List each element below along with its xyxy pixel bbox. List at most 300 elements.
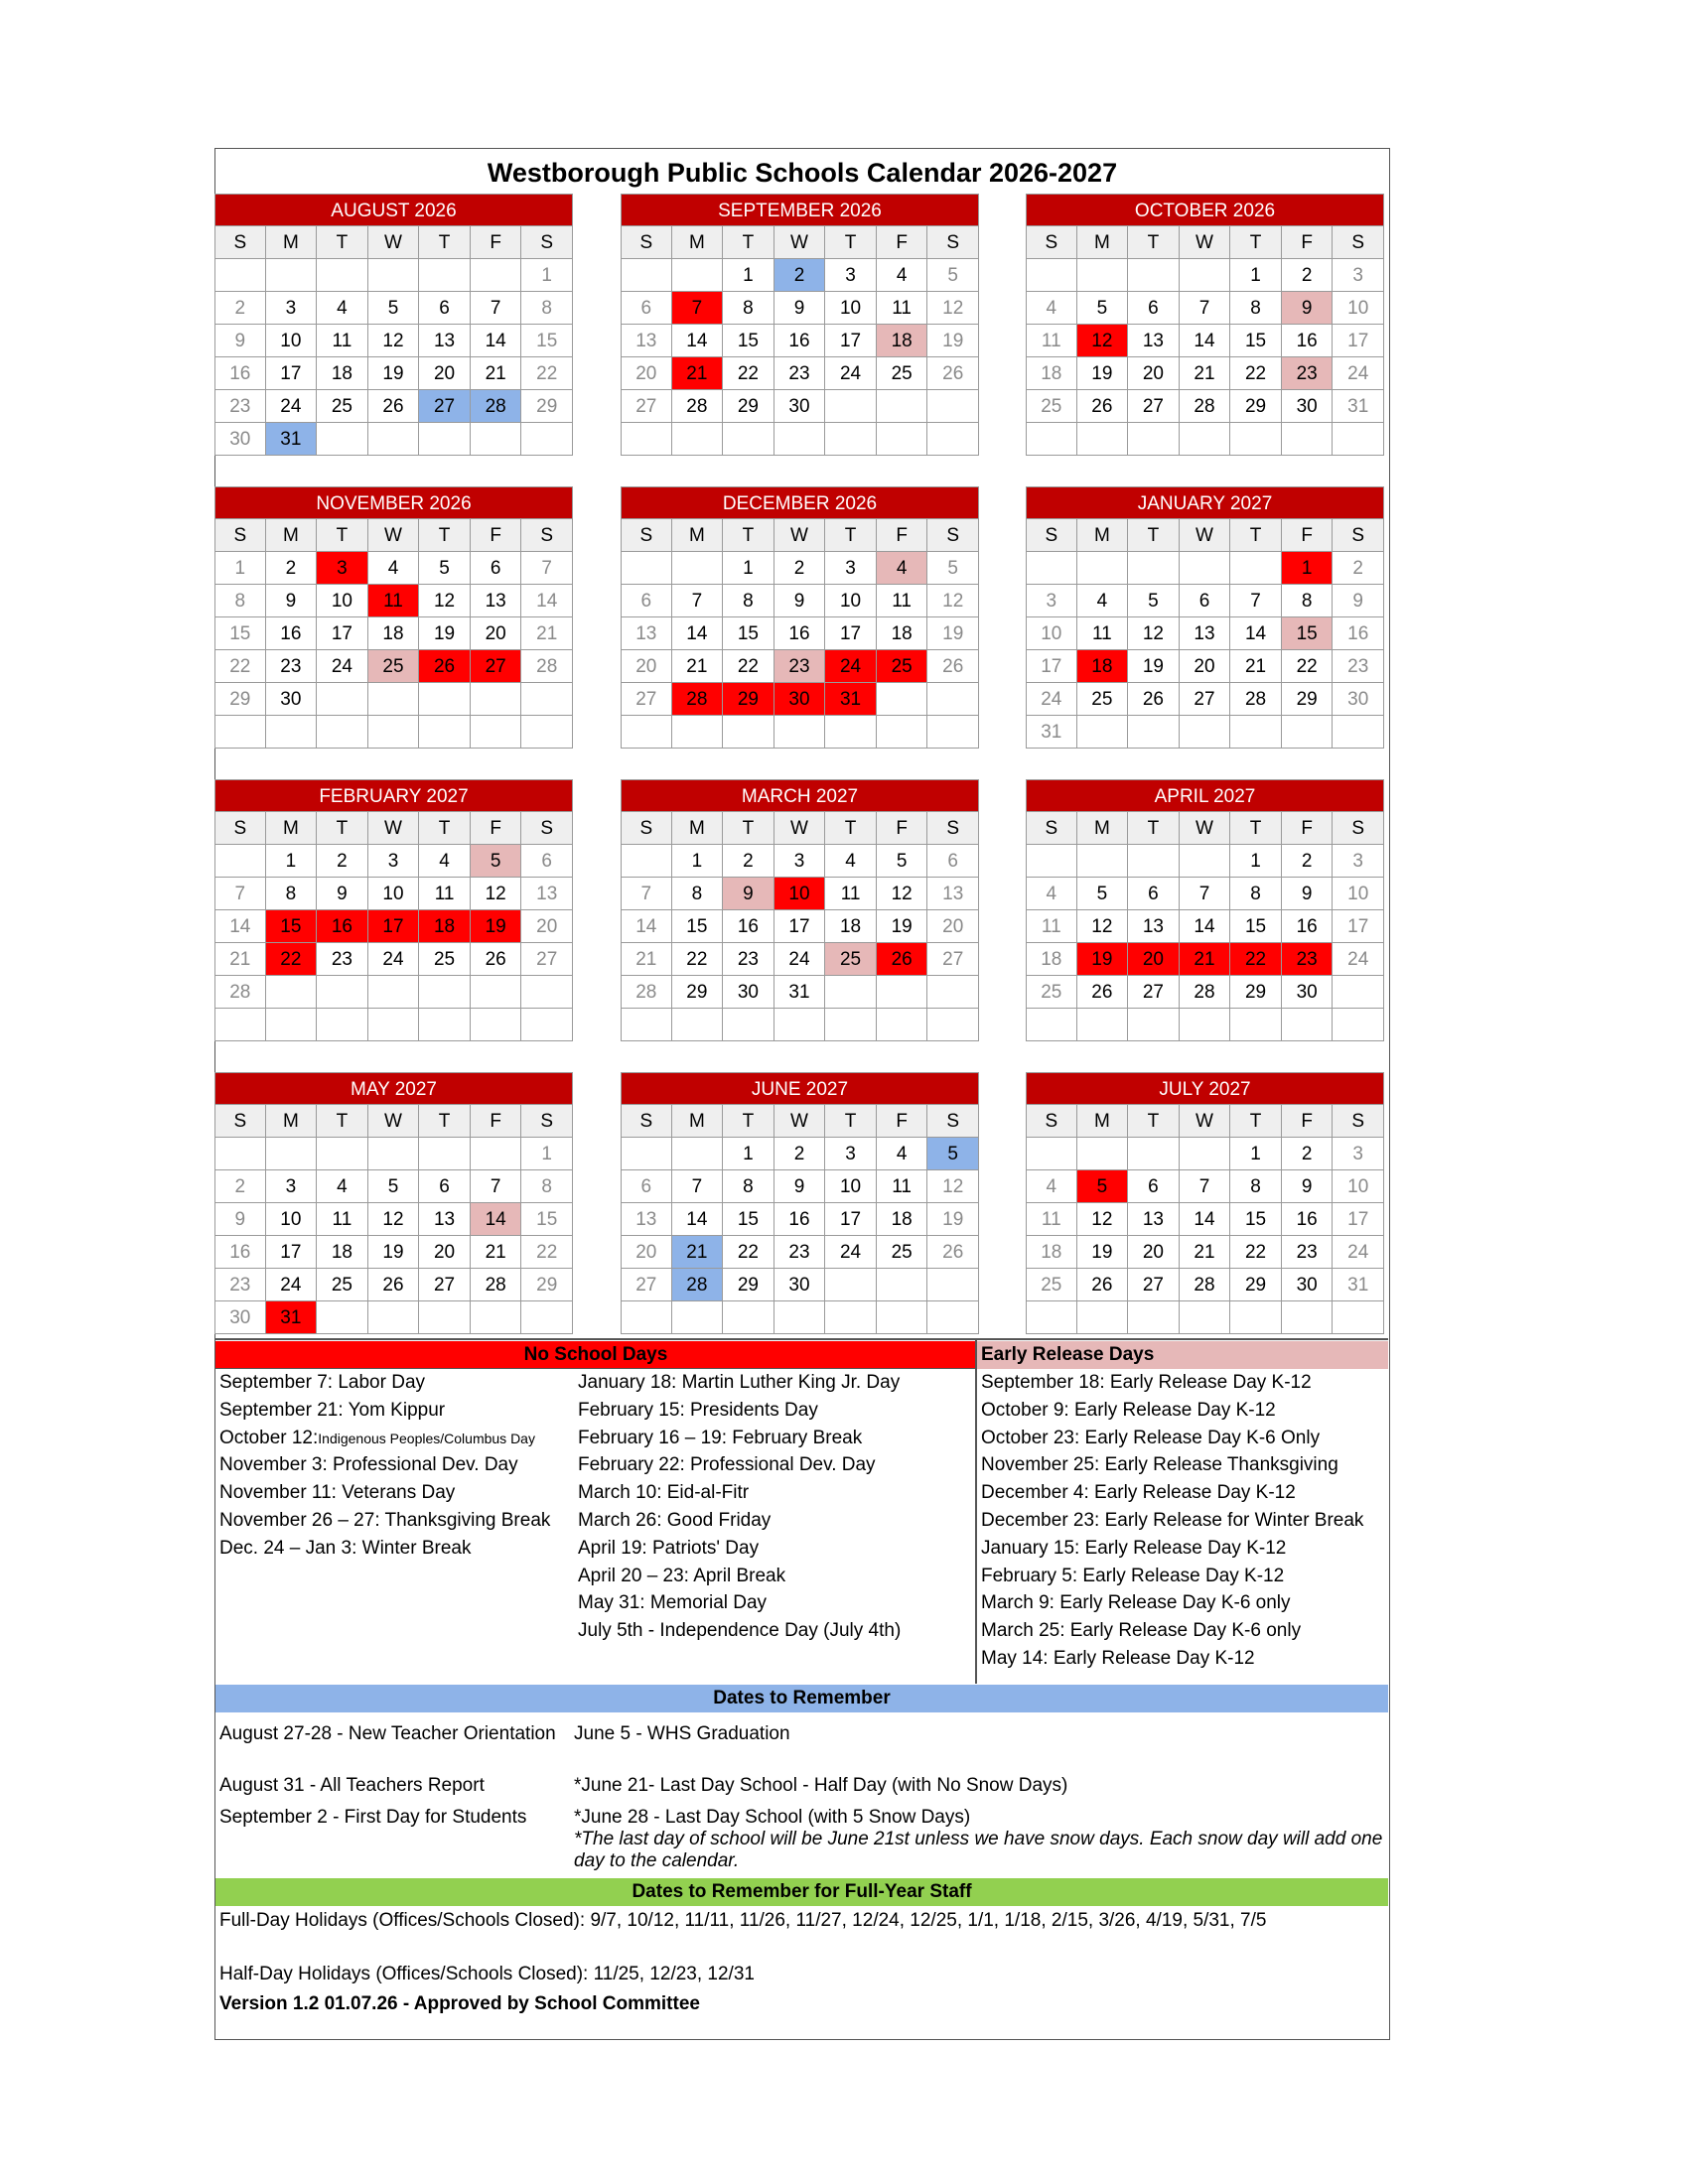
empty-cell — [1180, 1009, 1231, 1041]
weekday-header: F — [1282, 812, 1334, 845]
day-cell: 22 — [723, 650, 774, 683]
weekday-header: F — [471, 519, 522, 552]
weekday-header: M — [672, 226, 724, 259]
weekday-header: S — [521, 226, 573, 259]
day-cell: 16 — [774, 325, 826, 357]
day-cell: 31 — [825, 683, 877, 716]
weekday-header: S — [621, 1105, 672, 1138]
weekday-header: T — [723, 812, 774, 845]
empty-cell — [521, 1009, 573, 1041]
early-release-item: May 14: Early Release Day K-12 — [981, 1648, 1255, 1669]
day-cell: 11 — [877, 292, 928, 325]
empty-cell — [521, 1301, 573, 1334]
day-cell: 27 — [621, 1269, 672, 1301]
day-cell: 2 — [774, 1138, 826, 1170]
day-cell: 26 — [1077, 976, 1129, 1009]
day-cell: 5 — [368, 1170, 420, 1203]
day-cell: 26 — [368, 390, 420, 423]
day-cell: 24 — [825, 357, 877, 390]
day-cell: 2 — [1282, 845, 1334, 878]
day-cell: 14 — [1180, 325, 1231, 357]
no-school-heading: No School Days — [215, 1341, 976, 1369]
weekday-header: T — [825, 1105, 877, 1138]
day-cell: 6 — [471, 552, 522, 585]
day-cell: 18 — [1026, 1236, 1077, 1269]
day-cell: 6 — [621, 1170, 672, 1203]
empty-cell — [317, 259, 368, 292]
day-cell: 20 — [521, 910, 573, 943]
day-cell: 6 — [1128, 1170, 1180, 1203]
no-school-item: July 5th - Independence Day (July 4th) — [578, 1620, 902, 1642]
day-cell: 3 — [1333, 1138, 1384, 1170]
day-cell: 10 — [825, 1170, 877, 1203]
weekday-header: T — [419, 519, 471, 552]
empty-cell — [877, 683, 928, 716]
day-cell: 7 — [471, 1170, 522, 1203]
day-cell: 5 — [1077, 878, 1129, 910]
full-day-holidays: Full-Day Holidays (Offices/Schools Closed): 9/7, 10/12, 11/11, 11/26, 11/27, 12/24, 12/25, 1/1, 1/18, 2/15, 3/26, 4/19, 5/31, 7/5 — [219, 1910, 1267, 1931]
empty-cell — [1077, 1138, 1129, 1170]
day-cell: 1 — [214, 552, 266, 585]
weekday-header: S — [521, 1105, 573, 1138]
day-cell: 27 — [1128, 390, 1180, 423]
empty-cell — [521, 716, 573, 749]
day-cell: 18 — [368, 617, 420, 650]
day-cell: 18 — [877, 325, 928, 357]
day-cell: 25 — [317, 390, 368, 423]
weekday-header: S — [1333, 812, 1384, 845]
section-divider — [975, 1338, 977, 1684]
month-november-2026 — [214, 486, 573, 749]
empty-cell — [672, 1138, 724, 1170]
day-cell: 2 — [774, 552, 826, 585]
month-december-2026 — [621, 486, 979, 749]
day-cell: 12 — [927, 292, 979, 325]
empty-cell — [1333, 423, 1384, 456]
day-cell: 14 — [1230, 617, 1282, 650]
no-school-item: May 31: Memorial Day — [578, 1592, 768, 1614]
day-cell: 17 — [1333, 910, 1384, 943]
empty-cell — [1128, 552, 1180, 585]
empty-cell — [1128, 845, 1180, 878]
day-cell: 18 — [317, 357, 368, 390]
empty-cell — [368, 683, 420, 716]
day-cell: 1 — [723, 552, 774, 585]
day-cell: 6 — [521, 845, 573, 878]
empty-cell — [1180, 423, 1231, 456]
day-cell: 27 — [471, 650, 522, 683]
weekday-header: M — [266, 226, 318, 259]
remember-item: *June 28 - Last Day School (with 5 Snow Days) — [574, 1807, 971, 1828]
day-cell: 5 — [877, 845, 928, 878]
day-cell: 1 — [1282, 552, 1334, 585]
empty-cell — [825, 976, 877, 1009]
weekday-header: M — [1077, 519, 1129, 552]
empty-cell — [471, 683, 522, 716]
empty-cell — [419, 716, 471, 749]
day-cell: 15 — [521, 1203, 573, 1236]
day-cell: 4 — [1077, 585, 1129, 617]
weekday-header: W — [368, 1105, 420, 1138]
empty-cell — [368, 976, 420, 1009]
day-cell: 20 — [927, 910, 979, 943]
day-cell: 17 — [1333, 1203, 1384, 1236]
month-header: AUGUST 2026 — [214, 194, 573, 226]
empty-cell — [672, 716, 724, 749]
weekday-header: W — [1180, 812, 1231, 845]
day-cell: 24 — [368, 943, 420, 976]
weekday-header: M — [266, 1105, 318, 1138]
day-cell: 2 — [723, 845, 774, 878]
day-cell: 25 — [877, 650, 928, 683]
day-cell: 26 — [419, 650, 471, 683]
day-cell: 26 — [1128, 683, 1180, 716]
day-cell: 20 — [419, 357, 471, 390]
day-cell: 16 — [1282, 1203, 1334, 1236]
weekday-header: S — [214, 226, 266, 259]
weekday-header: S — [621, 812, 672, 845]
empty-cell — [621, 1301, 672, 1334]
empty-cell — [266, 976, 318, 1009]
weekday-header: T — [317, 812, 368, 845]
weekday-header: T — [1230, 812, 1282, 845]
day-cell: 7 — [1180, 292, 1231, 325]
weekday-header: S — [214, 812, 266, 845]
day-cell: 19 — [1128, 650, 1180, 683]
day-cell: 24 — [1333, 943, 1384, 976]
day-cell: 1 — [672, 845, 724, 878]
day-cell: 23 — [1333, 650, 1384, 683]
no-school-item: March 10: Eid-al-Fitr — [578, 1482, 750, 1504]
empty-cell — [1026, 259, 1077, 292]
day-cell: 22 — [521, 1236, 573, 1269]
day-cell: 25 — [368, 650, 420, 683]
empty-cell — [1333, 716, 1384, 749]
day-cell: 3 — [1333, 845, 1384, 878]
day-cell: 30 — [774, 683, 826, 716]
weekday-header: W — [368, 812, 420, 845]
day-cell: 15 — [1230, 325, 1282, 357]
day-cell: 4 — [1026, 1170, 1077, 1203]
empty-cell — [927, 423, 979, 456]
day-cell: 13 — [521, 878, 573, 910]
empty-cell — [621, 552, 672, 585]
empty-cell — [368, 1301, 420, 1334]
day-cell: 9 — [266, 585, 318, 617]
day-cell: 28 — [214, 976, 266, 1009]
month-header: OCTOBER 2026 — [1026, 194, 1384, 226]
empty-cell — [927, 976, 979, 1009]
month-header: MARCH 2027 — [621, 779, 979, 812]
day-cell: 10 — [368, 878, 420, 910]
empty-cell — [1180, 845, 1231, 878]
day-cell: 11 — [419, 878, 471, 910]
empty-cell — [877, 976, 928, 1009]
day-cell: 19 — [927, 325, 979, 357]
day-cell: 31 — [1026, 716, 1077, 749]
no-school-item: April 20 – 23: April Break — [578, 1565, 786, 1586]
weekday-header: T — [419, 1105, 471, 1138]
empty-cell — [774, 716, 826, 749]
weekday-header: W — [774, 519, 826, 552]
early-release-item: December 23: Early Release for Winter Break — [981, 1510, 1364, 1531]
day-cell: 24 — [266, 1269, 318, 1301]
weekday-header: W — [1180, 1105, 1231, 1138]
weekday-header: F — [1282, 226, 1334, 259]
weekday-header: T — [1128, 519, 1180, 552]
snow-day-note — [574, 1829, 1382, 1872]
day-cell: 4 — [317, 292, 368, 325]
day-cell: 21 — [1180, 357, 1231, 390]
day-cell: 12 — [927, 1170, 979, 1203]
day-cell: 19 — [1077, 943, 1129, 976]
october-12-detail: Indigenous Peoples/Columbus Day — [318, 1430, 535, 1446]
empty-cell — [927, 1301, 979, 1334]
day-cell: 21 — [1180, 1236, 1231, 1269]
day-cell: 13 — [621, 325, 672, 357]
day-cell: 2 — [214, 292, 266, 325]
empty-cell — [368, 259, 420, 292]
day-cell: 7 — [214, 878, 266, 910]
day-cell: 2 — [317, 845, 368, 878]
day-cell: 23 — [214, 1269, 266, 1301]
empty-cell — [927, 683, 979, 716]
day-cell: 11 — [317, 325, 368, 357]
weekday-header: T — [1128, 812, 1180, 845]
weekday-header: T — [1128, 226, 1180, 259]
no-school-item: January 18: Martin Luther King Jr. Day — [578, 1372, 901, 1393]
no-school-item: November 11: Veterans Day — [219, 1482, 456, 1504]
empty-cell — [471, 716, 522, 749]
weekday-header: S — [927, 1105, 979, 1138]
day-cell: 10 — [825, 585, 877, 617]
month-grid — [621, 812, 979, 1041]
weekday-header: T — [419, 812, 471, 845]
empty-cell — [471, 1009, 522, 1041]
month-april-2027 — [1026, 779, 1384, 1041]
day-cell: 28 — [672, 683, 724, 716]
month-grid — [214, 226, 573, 456]
month-grid — [621, 1105, 979, 1334]
day-cell: 6 — [1180, 585, 1231, 617]
day-cell: 15 — [214, 617, 266, 650]
day-cell: 8 — [1282, 585, 1334, 617]
day-cell: 15 — [672, 910, 724, 943]
month-grid — [214, 812, 573, 1041]
month-header: DECEMBER 2026 — [621, 486, 979, 519]
day-cell: 12 — [1077, 910, 1129, 943]
day-cell: 13 — [1180, 617, 1231, 650]
day-cell: 12 — [877, 878, 928, 910]
weekday-header: W — [368, 226, 420, 259]
remember-item: *June 21- Last Day School - Half Day (with No Snow Days) — [574, 1775, 1068, 1796]
day-cell: 23 — [266, 650, 318, 683]
day-cell: 2 — [266, 552, 318, 585]
remember-item: August 27-28 - New Teacher Orientation — [219, 1723, 556, 1744]
day-cell: 11 — [1026, 325, 1077, 357]
day-cell: 22 — [723, 1236, 774, 1269]
month-header: FEBRUARY 2027 — [214, 779, 573, 812]
weekday-header: M — [266, 519, 318, 552]
early-release-item: March 25: Early Release Day K-6 only — [981, 1620, 1302, 1642]
early-release-item: December 4: Early Release Day K-12 — [981, 1482, 1296, 1504]
empty-cell — [1077, 259, 1129, 292]
day-cell: 28 — [471, 1269, 522, 1301]
weekday-header: S — [621, 226, 672, 259]
day-cell: 20 — [1180, 650, 1231, 683]
day-cell: 12 — [1077, 1203, 1129, 1236]
day-cell: 26 — [927, 650, 979, 683]
empty-cell — [1282, 423, 1334, 456]
day-cell: 26 — [927, 357, 979, 390]
weekday-header: F — [877, 1105, 928, 1138]
month-header: APRIL 2027 — [1026, 779, 1384, 812]
day-cell: 28 — [1180, 1269, 1231, 1301]
empty-cell — [1077, 423, 1129, 456]
empty-cell — [471, 1301, 522, 1334]
weekday-header: S — [1026, 812, 1077, 845]
empty-cell — [317, 423, 368, 456]
day-cell: 25 — [1026, 390, 1077, 423]
day-cell: 21 — [672, 1236, 724, 1269]
day-cell: 22 — [723, 357, 774, 390]
day-cell: 9 — [214, 1203, 266, 1236]
day-cell: 3 — [266, 1170, 318, 1203]
no-school-item: October 12:Indigenous Peoples/Columbus Day — [219, 1427, 535, 1448]
empty-cell — [1230, 1301, 1282, 1334]
weekday-header: W — [368, 519, 420, 552]
empty-cell — [471, 423, 522, 456]
no-school-item: September 21: Yom Kippur — [219, 1399, 446, 1421]
empty-cell — [877, 390, 928, 423]
empty-cell — [672, 423, 724, 456]
day-cell: 17 — [774, 910, 826, 943]
day-cell: 6 — [621, 585, 672, 617]
empty-cell — [1282, 1301, 1334, 1334]
empty-cell — [927, 1009, 979, 1041]
day-cell: 17 — [825, 325, 877, 357]
month-july-2027 — [1026, 1072, 1384, 1334]
day-cell: 19 — [1077, 1236, 1129, 1269]
month-may-2027 — [214, 1072, 573, 1334]
day-cell: 9 — [214, 325, 266, 357]
month-grid — [1026, 812, 1384, 1041]
day-cell: 5 — [927, 259, 979, 292]
weekday-header: W — [774, 1105, 826, 1138]
empty-cell — [825, 1009, 877, 1041]
weekday-header: W — [1180, 519, 1231, 552]
empty-cell — [419, 423, 471, 456]
weekday-header: T — [317, 226, 368, 259]
day-cell: 11 — [877, 585, 928, 617]
day-cell: 24 — [825, 1236, 877, 1269]
day-cell: 20 — [1128, 357, 1180, 390]
month-march-2027 — [621, 779, 979, 1041]
day-cell: 5 — [1077, 1170, 1129, 1203]
day-cell: 3 — [825, 1138, 877, 1170]
day-cell: 15 — [266, 910, 318, 943]
day-cell: 1 — [1230, 845, 1282, 878]
day-cell: 27 — [1128, 1269, 1180, 1301]
weekday-header: W — [774, 226, 826, 259]
month-grid — [1026, 519, 1384, 749]
empty-cell — [825, 390, 877, 423]
day-cell: 10 — [825, 292, 877, 325]
empty-cell — [877, 1301, 928, 1334]
day-cell: 15 — [723, 325, 774, 357]
day-cell: 2 — [214, 1170, 266, 1203]
empty-cell — [1026, 1138, 1077, 1170]
day-cell: 27 — [521, 943, 573, 976]
day-cell: 22 — [1230, 1236, 1282, 1269]
day-cell: 10 — [266, 325, 318, 357]
day-cell: 29 — [672, 976, 724, 1009]
no-school-item: November 26 – 27: Thanksgiving Break — [219, 1510, 551, 1531]
day-cell: 24 — [1333, 357, 1384, 390]
day-cell: 28 — [1180, 976, 1231, 1009]
empty-cell — [266, 716, 318, 749]
day-cell: 9 — [774, 292, 826, 325]
day-cell: 29 — [521, 1269, 573, 1301]
day-cell: 27 — [621, 390, 672, 423]
day-cell: 15 — [1230, 1203, 1282, 1236]
weekday-header: T — [1230, 226, 1282, 259]
day-cell: 30 — [1282, 1269, 1334, 1301]
day-cell: 1 — [723, 1138, 774, 1170]
empty-cell — [214, 1009, 266, 1041]
day-cell: 12 — [927, 585, 979, 617]
no-school-item: February 22: Professional Dev. Day — [578, 1454, 876, 1476]
month-grid — [214, 1105, 573, 1334]
month-header: JULY 2027 — [1026, 1072, 1384, 1105]
weekday-header: M — [1077, 812, 1129, 845]
empty-cell — [317, 1301, 368, 1334]
day-cell: 9 — [1282, 878, 1334, 910]
day-cell: 21 — [471, 1236, 522, 1269]
day-cell: 30 — [723, 976, 774, 1009]
month-header: SEPTEMBER 2026 — [621, 194, 979, 226]
empty-cell — [521, 683, 573, 716]
day-cell: 20 — [621, 650, 672, 683]
day-cell: 16 — [774, 1203, 826, 1236]
empty-cell — [877, 1269, 928, 1301]
empty-cell — [1026, 1301, 1077, 1334]
weekday-header: T — [419, 226, 471, 259]
day-cell: 12 — [1128, 617, 1180, 650]
empty-cell — [1230, 1009, 1282, 1041]
empty-cell — [825, 1301, 877, 1334]
empty-cell — [1026, 552, 1077, 585]
day-cell: 10 — [317, 585, 368, 617]
day-cell: 1 — [266, 845, 318, 878]
day-cell: 22 — [521, 357, 573, 390]
day-cell: 23 — [774, 1236, 826, 1269]
empty-cell — [266, 1009, 318, 1041]
day-cell: 23 — [214, 390, 266, 423]
weekday-header: T — [723, 519, 774, 552]
day-cell: 11 — [317, 1203, 368, 1236]
day-cell: 27 — [1180, 683, 1231, 716]
page-title: Westborough Public Schools Calendar 2026-2027 — [487, 158, 1118, 188]
month-september-2026 — [621, 194, 979, 456]
no-school-item: March 26: Good Friday — [578, 1510, 772, 1531]
day-cell: 12 — [471, 878, 522, 910]
weekday-header: S — [1026, 1105, 1077, 1138]
day-cell: 9 — [1282, 1170, 1334, 1203]
day-cell: 19 — [927, 1203, 979, 1236]
day-cell: 13 — [419, 325, 471, 357]
day-cell: 31 — [266, 423, 318, 456]
